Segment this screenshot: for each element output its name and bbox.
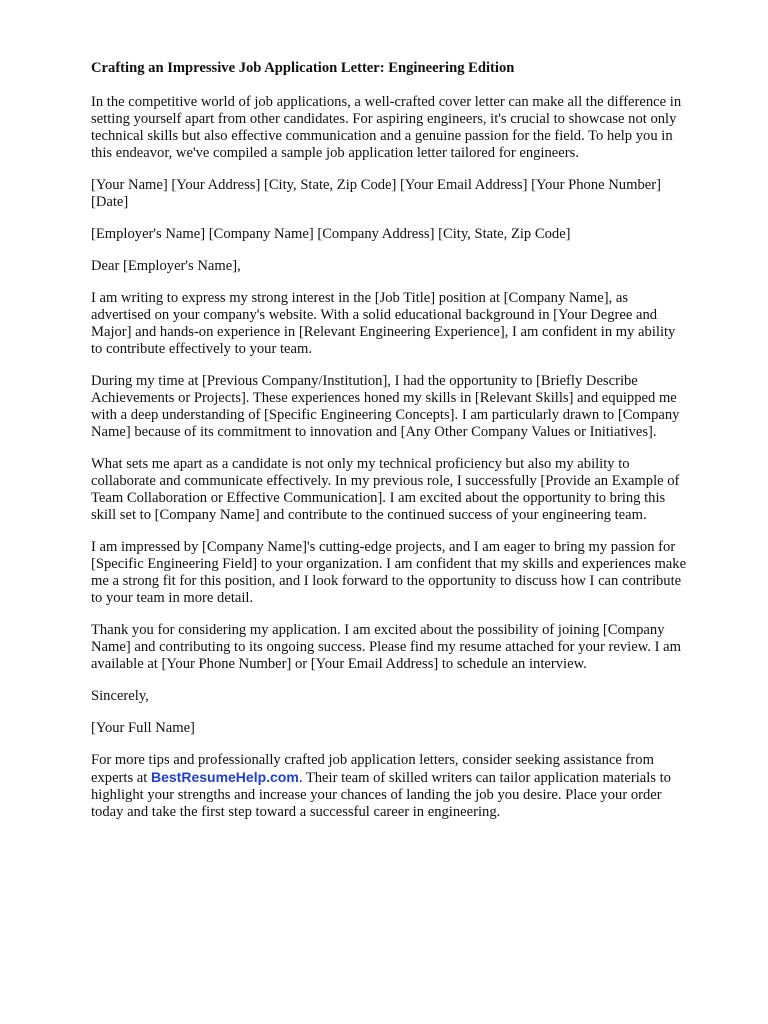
footer-text: experts at — [91, 770, 151, 786]
body-line: I am writing to express my strong interest in the [Job Title] position at [Company Name], as — [91, 290, 629, 306]
footer-paragraph — [91, 752, 728, 821]
footer-line: today and take the first step toward a successful career in engineering. — [91, 804, 501, 820]
body-paragraph-1 — [91, 290, 728, 358]
salutation — [91, 258, 728, 275]
body-line: with a deep understanding of [Specific Engineering Concepts]. I am particularly drawn to [Company — [91, 407, 680, 423]
body-line: skill set to [Company Name] and contribute to the continued success of your engineering team. — [91, 507, 647, 523]
body-line: Thank you for considering my application. I am excited about the possibility of joining [Company — [91, 622, 665, 638]
bestresumehelp-link[interactable]: BestResumeHelp.com — [150, 769, 299, 785]
employer-line: [Employer's Name] [Company Name] [Company Address] [City, State, Zip Code] — [91, 226, 571, 242]
intro-paragraph — [91, 94, 728, 162]
signature — [91, 720, 728, 737]
sender-line: [Your Name] [Your Address] [City, State, Zip Code] [Your Email Address] [Your Phone Number] — [91, 177, 661, 193]
body-paragraph-2 — [91, 373, 728, 441]
intro-line: technical skills but also effective communication and a genuine passion for the field. To help you in — [91, 128, 673, 144]
closing — [91, 688, 728, 705]
date-line: [Date] — [91, 194, 129, 210]
footer-line: For more tips and professionally crafted job application letters, consider seeking assistance from — [91, 752, 654, 768]
body-paragraph-5 — [91, 622, 728, 673]
body-line: Name] because of its commitment to innovation and [Any Other Company Values or Initiatives]. — [91, 424, 657, 440]
body-line: Major] and hands-on experience in [Relevant Engineering Experience], I am confident in my ability — [91, 324, 676, 340]
body-line: to your team in more detail. — [91, 590, 254, 606]
intro-line: setting yourself apart from other candidates. For aspiring engineers, it's crucial to showcase not only — [91, 111, 677, 127]
body-line: collaborate and communicate effectively. In my previous role, I successfully [Provide an Example of — [91, 473, 680, 489]
body-line: available at [Your Phone Number] or [Your Email Address] to schedule an interview. — [91, 656, 587, 672]
body-line: I am impressed by [Company Name]'s cutting-edge projects, and I am eager to bring my passion for — [91, 539, 676, 555]
footer-line — [91, 769, 728, 787]
body-line: Achievements or Projects]. These experiences honed my skills in [Relevant Skills] and equipped me — [91, 390, 677, 406]
salutation-line: Dear [Employer's Name], — [91, 258, 241, 274]
body-line: me a strong fit for this position, and I look forward to the opportunity to discuss how I can contribute — [91, 573, 682, 589]
body-line: Name] and contributing to its ongoing success. Please find my resume attached for your review. I am — [91, 639, 681, 655]
intro-line: In the competitive world of job applications, a well-crafted cover letter can make all the difference in — [91, 94, 682, 110]
employer-block — [91, 226, 728, 243]
body-line: [Specific Engineering Field] to your organization. I am confident that my skills and experiences make — [91, 556, 687, 572]
signature-line: [Your Full Name] — [91, 720, 195, 736]
intro-line: this endeavor, we've compiled a sample job application letter tailored for engineers. — [91, 145, 579, 161]
body-line: advertised on your company's website. With a solid educational background in [Your Degree and — [91, 307, 658, 323]
body-line: During my time at [Previous Company/Institution], I had the opportunity to [Briefly Describe — [91, 373, 638, 389]
body-paragraph-3 — [91, 456, 728, 524]
body-line: Team Collaboration or Effective Communication]. I am excited about the opportunity to bring this — [91, 490, 666, 506]
closing-line: Sincerely, — [91, 688, 149, 704]
body-paragraph-4 — [91, 539, 728, 607]
body-line: to contribute effectively to your team. — [91, 341, 312, 357]
footer-line: highlight your strengths and increase your chances of landing the job you desire. Place your order — [91, 787, 662, 803]
body-line: What sets me apart as a candidate is not only my technical proficiency but also my ability to — [91, 456, 630, 472]
footer-text: . Their team of skilled writers can tailor application materials to — [298, 770, 671, 786]
sender-block — [91, 177, 728, 211]
document-title: Crafting an Impressive Job Application Letter: Engineering Edition — [91, 60, 515, 76]
